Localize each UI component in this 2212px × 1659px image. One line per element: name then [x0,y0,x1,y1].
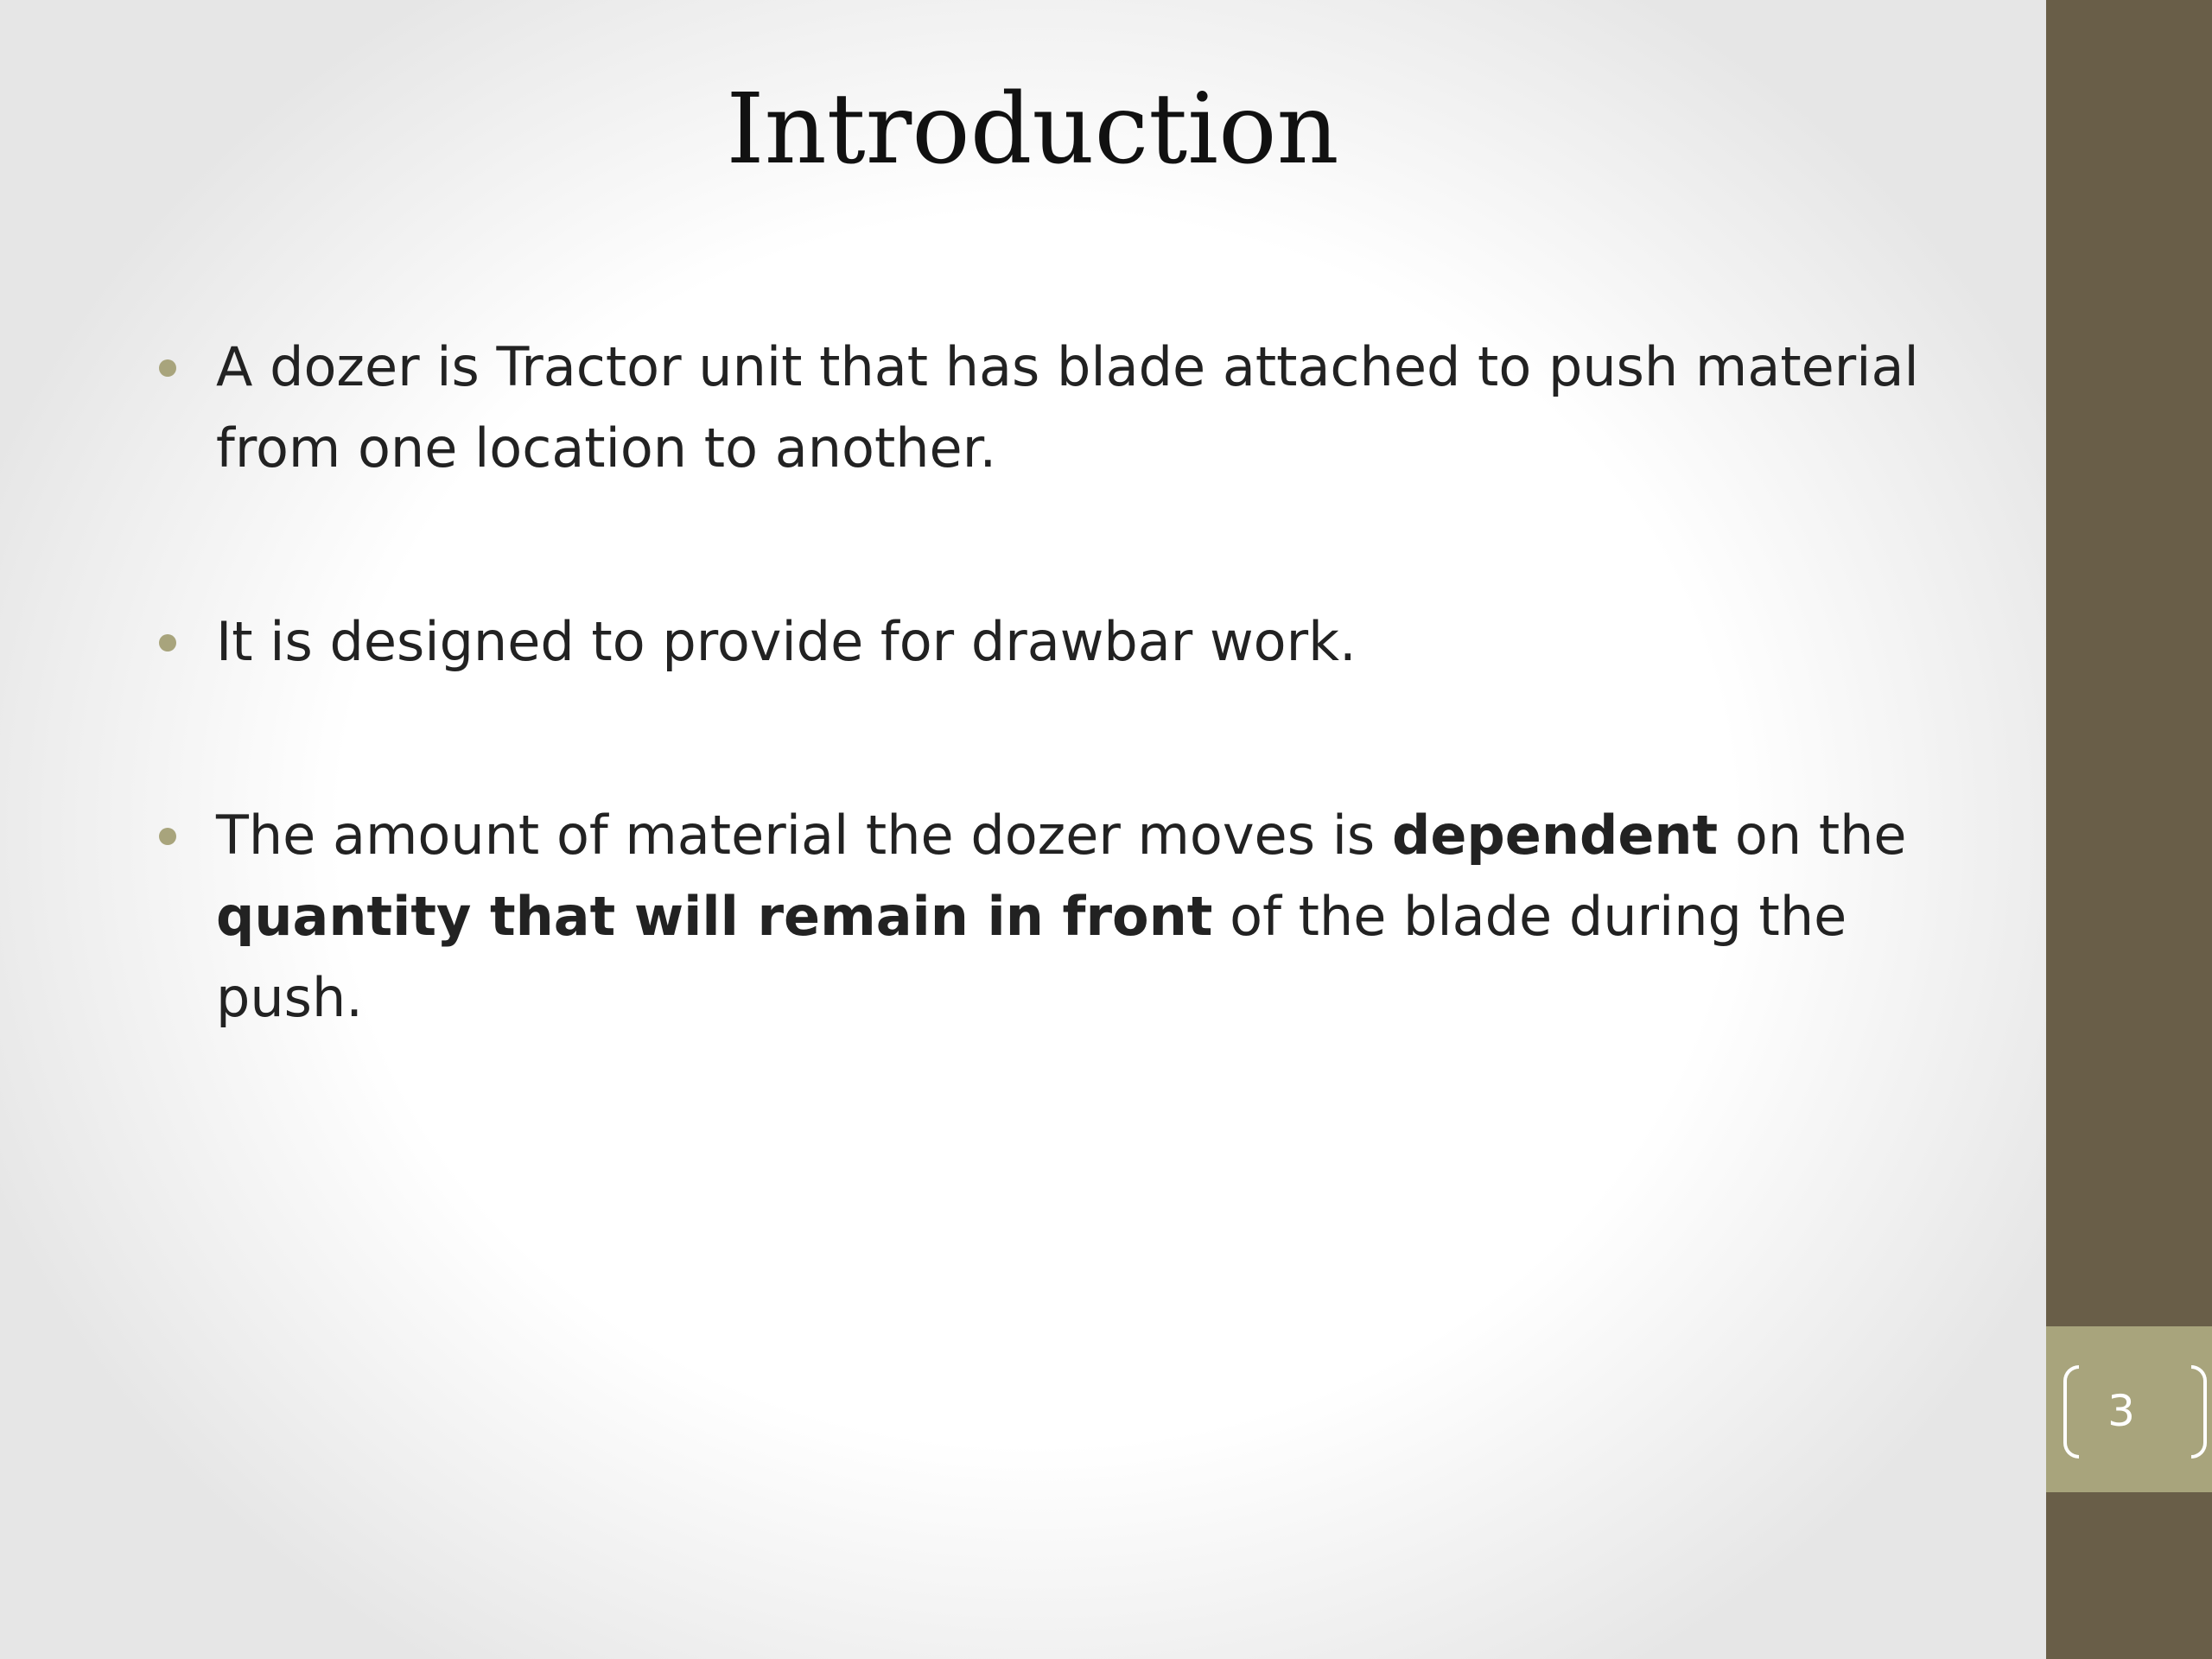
bullet-emphasis: dependent [1391,804,1719,867]
bullet-item [216,795,1970,1039]
bullet-text: A dozer is Tractor unit that has blade attached to push material from one location to another. [216,335,1919,480]
bullet-dot-icon [159,634,176,652]
bullet-text: It is designed to provide for drawbar work. [216,610,1357,673]
bullet-emphasis: quantity that will remain in front [216,885,1213,948]
slide-number-block [2046,1326,2212,1492]
bullet-dot-icon [159,828,176,845]
slide-number: 3 [2107,1386,2135,1436]
bullet-text: The amount of material the dozer moves is [216,804,1392,867]
bullet-item [216,601,1970,683]
bullet-item [216,327,1970,489]
bullet-text: of the blade during the push. [216,885,1847,1029]
bracket-right-icon [2191,1365,2207,1459]
bullet-dot-icon [159,359,176,377]
bullet-text: on the [1718,804,1907,867]
bullet-list [216,327,1970,1151]
slide-title: Introduction [726,73,1339,186]
